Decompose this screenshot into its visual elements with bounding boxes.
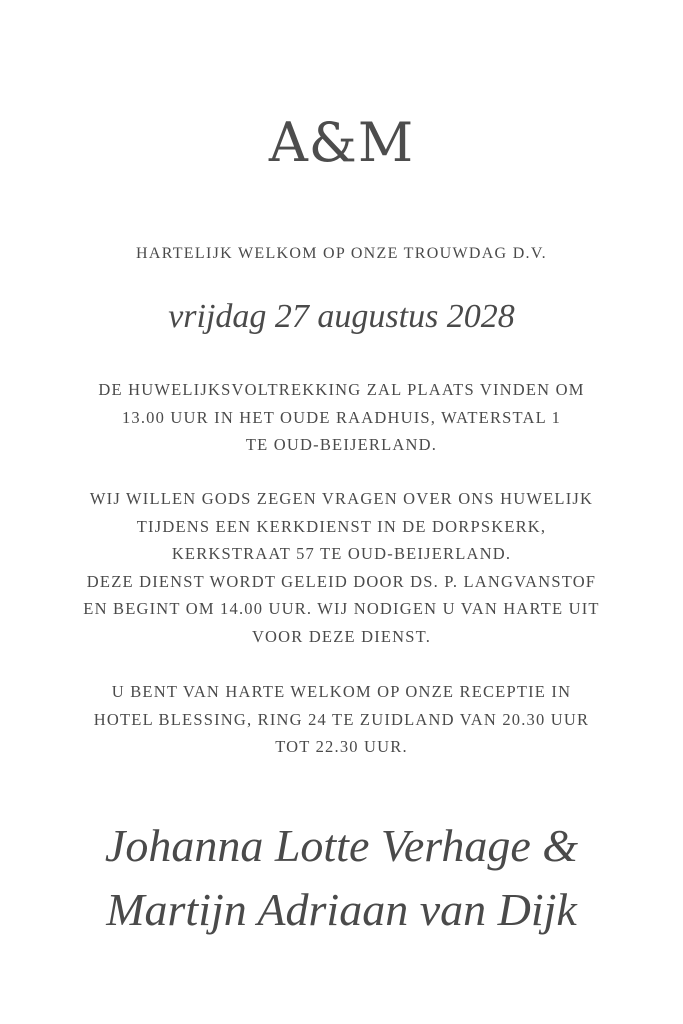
church-line: TIJDENS EEN KERKDIENST IN DE DORPSKERK, xyxy=(136,516,547,536)
church-line: WIJ WILLEN GODS ZEGEN VRAGEN OVER ONS HUWELIJK xyxy=(89,489,594,508)
church-line: EN BEGINT OM 14.00 UUR. WIJ NODIGEN U VAN HARTE UIT xyxy=(83,599,600,618)
reception-line: HOTEL BLESSING, RING 24 TE ZUIDLAND VAN 20.30 UUR xyxy=(93,709,590,729)
reception-line: U BENT VAN HARTE WELKOM OP ONZE RECEPTIE IN xyxy=(111,682,572,701)
church-line: VOOR DEZE DIENST. xyxy=(251,626,432,646)
wedding-date: vrijdag 27 augustus 2028 xyxy=(168,298,515,335)
ceremony-paragraph xyxy=(40,376,643,459)
church-paragraph xyxy=(40,485,643,650)
church-line: DEZE DIENST WORDT GELEID DOOR DS. P. LANGVANSTOF xyxy=(86,571,597,591)
ceremony-line: TE OUD-BEIJERLAND. xyxy=(245,435,438,454)
monogram: A&M xyxy=(268,111,415,174)
groom-name: Martijn Adriaan van Dijk xyxy=(106,884,577,935)
welcome-heading: HARTELIJK WELKOM OP ONZE TROUWDAG D.V. xyxy=(136,245,547,262)
ceremony-line: 13.00 UUR IN HET OUDE RAADHUIS, WATERSTAL 1 xyxy=(121,407,562,427)
bride-name: Johanna Lotte Verhage & xyxy=(104,820,579,871)
church-line: KERKSTRAAT 57 TE OUD-BEIJERLAND. xyxy=(171,544,512,563)
reception-paragraph xyxy=(40,678,643,761)
reception-line: TOT 22.30 UUR. xyxy=(275,737,408,756)
ceremony-line: DE HUWELIJKSVOLTREKKING ZAL PLAATS VINDEN OM xyxy=(98,380,585,399)
